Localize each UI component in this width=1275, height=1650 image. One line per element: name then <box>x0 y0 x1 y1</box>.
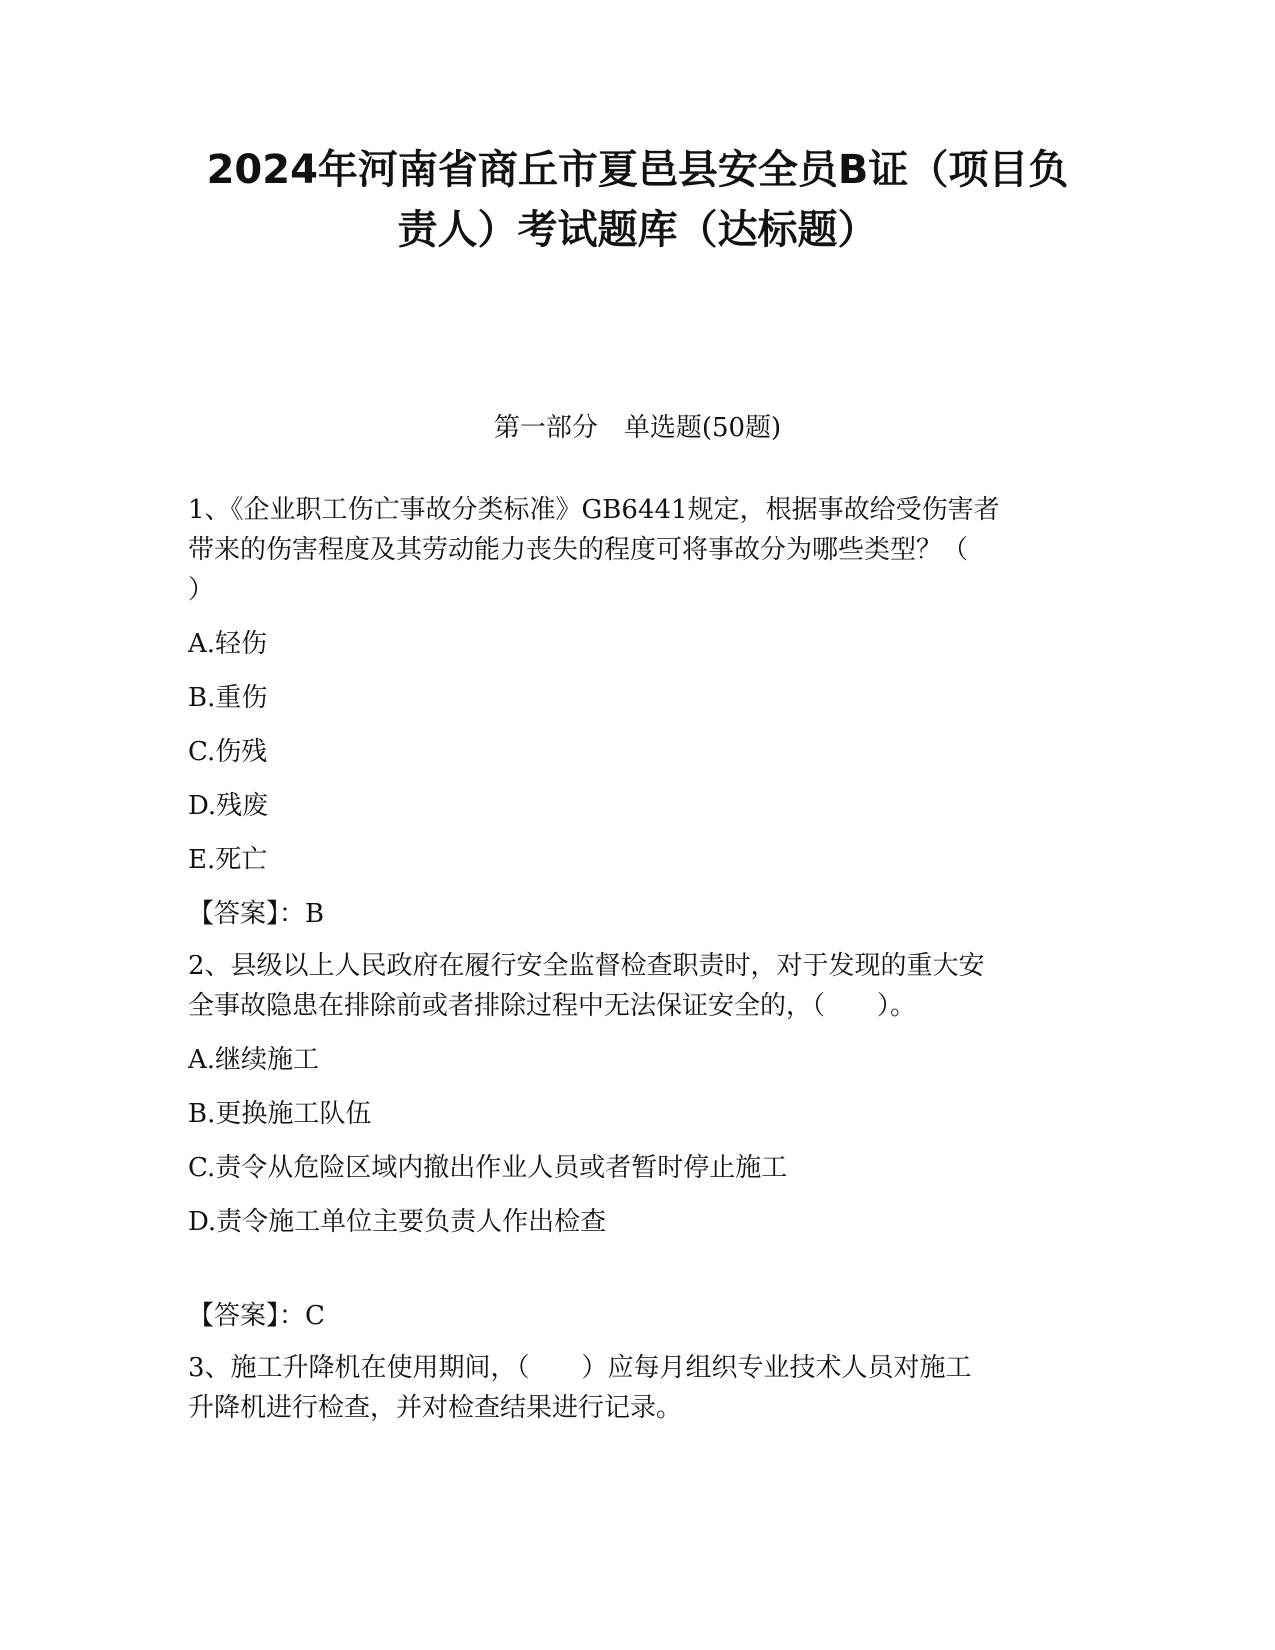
question-1-option-c: C.伤残 <box>188 737 268 767</box>
section-heading: 第一部分 单选题(50题) <box>493 413 782 443</box>
question-1-option-e: E.死亡 <box>188 845 268 875</box>
question-stem-line: 2、县级以上人民政府在履行安全监督检查职责时，对于发现的重大安 <box>188 951 985 981</box>
question-stem-line: 3、施工升降机在使用期间，（ ）应每月组织专业技术人员对施工 <box>188 1353 972 1383</box>
question-3-stem <box>188 1348 1088 1428</box>
question-stem-line: 全事故隐患在排除前或者排除过程中无法保证安全的，（ ）。 <box>188 991 917 1021</box>
question-stem-line: 带来的伤害程度及其劳动能力丧失的程度可将事故分为哪些类型？（ <box>188 535 969 565</box>
title-line: 2024年河南省商丘市夏邑县安全员B证（项目负 <box>206 147 1069 193</box>
title-line: 责人）考试题库（达标题） <box>397 207 878 253</box>
question-stem-line: 1、《企业职工伤亡事故分类标准》GB6441规定，根据事故给受伤害者 <box>188 495 1000 525</box>
question-1-option-a: A.轻伤 <box>188 629 268 659</box>
question-2-option-c: C.责令从危险区域内撤出作业人员或者暂时停止施工 <box>188 1153 788 1183</box>
question-2-stem <box>188 946 1088 1026</box>
question-2-option-b: B.更换施工队伍 <box>188 1099 372 1129</box>
question-1-stem <box>188 490 1088 610</box>
question-stem-line: 升降机进行检查，并对检查结果进行记录。 <box>188 1393 683 1423</box>
document-title <box>160 140 1115 260</box>
question-2-option-a: A.继续施工 <box>188 1045 320 1075</box>
question-stem-line: ） <box>188 575 215 605</box>
question-2-answer: 【答案】：C <box>188 1301 325 1331</box>
question-2-option-d: D.责令施工单位主要负责人作出检查 <box>188 1207 607 1237</box>
question-1-answer: 【答案】：B <box>188 899 325 929</box>
question-1-option-b: B.重伤 <box>188 683 268 713</box>
question-1-option-d: D.残废 <box>188 791 269 821</box>
